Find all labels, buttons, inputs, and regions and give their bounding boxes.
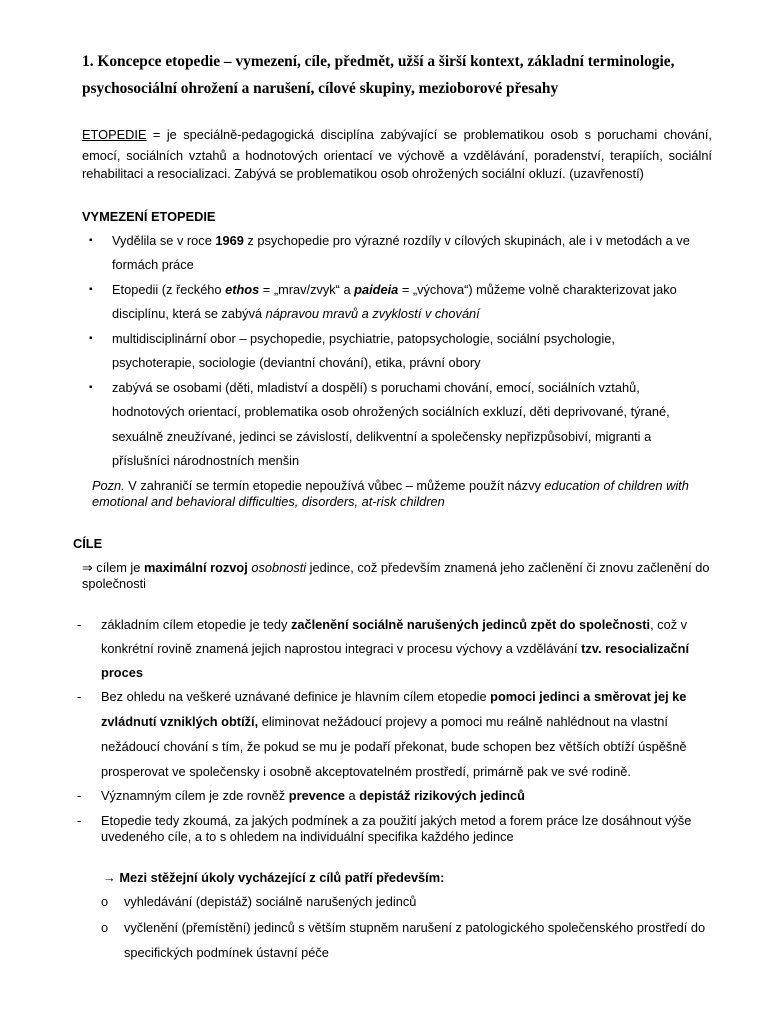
bullet-4-line-3: sexuálně zneužívané, jedinci se závislostí, delikventní a společensky nepřizpůsobiví, migranti a: [112, 429, 652, 444]
dash2-line2-bold: zvládnutí vzniklých obtíží,: [101, 714, 259, 729]
pozn-italic-a: education of children with: [544, 478, 689, 493]
term-etopedie: ETOPEDIE: [82, 127, 147, 142]
intro-line-1-text: = je speciálně-pedagogická disciplína zabývající se problematikou osob s poruchami chování,: [146, 127, 712, 142]
cile-bold-rozvoj: maximální rozvoj: [143, 560, 248, 575]
dash-marker: -: [77, 788, 82, 803]
dash2-line2-text: eliminovat nežádoucí projevy a pomoci mu reálně nahlédnout na vlastní: [258, 714, 668, 729]
bullet-4-line-2: hodnotových orientací, problematika osob ohrožených sociálních exkluzí, děti deprivované, týrané,: [112, 404, 670, 419]
b2-ethos: ethos: [225, 282, 260, 297]
dash-1-line-3: proces: [101, 665, 143, 680]
square-bullet-icon: ▪: [89, 333, 93, 344]
b1-text-a: Vydělila se v roce: [112, 233, 216, 248]
dash1-text-a: základním cílem etopedie je tedy: [101, 617, 291, 632]
dash-1-line-1: [101, 617, 687, 633]
pozn-line-2: emotional and behavioral difficulties, disorders, at-risk children: [92, 494, 445, 509]
b1-year: 1969: [215, 233, 244, 248]
bullet-4-line-4: příslušníci národnostních menšin: [112, 453, 300, 468]
dash2-bold: pomoci jedinci a směrovat jej ke: [490, 689, 687, 704]
cile-arrow-line-1: [82, 560, 709, 576]
dash-marker: -: [77, 689, 82, 704]
b2-line2-text: disciplínu, která se zabývá: [112, 306, 266, 321]
dash-3-line-1: [101, 788, 525, 804]
intro-line-3: rehabilitaci a resocializaci. Zabývá se problematikou osob ohrožených sociální okluzí. (uzavřeností): [82, 166, 644, 181]
square-bullet-icon: ▪: [89, 235, 93, 246]
document-heading: [82, 48, 722, 102]
arrow-right-icon: →: [103, 870, 116, 885]
section-title-vymezeni: VYMEZENÍ ETOPEDIE: [82, 209, 216, 224]
b2-paideia: paideia: [354, 282, 399, 297]
dash-2-line-1: [101, 689, 686, 705]
cile-text-e: jedince, což především znamená jeho začlenění či znovu začlenění do: [306, 560, 710, 575]
ukoly-item-2-line-1: vyčlenění (přemístění) jedinců s větším stupněm narušení z patologického společenského prostředí do: [124, 920, 706, 935]
pozn-line-1: [92, 478, 689, 494]
ukoly-title-text: Mezi stěžejní úkoly vycházející z cílů patří především:: [115, 870, 445, 885]
bullet-1-line-2: formách práce: [112, 257, 194, 272]
dash3-bold-depistaz: depistáž rizikových jedinců: [359, 788, 525, 803]
dash-2-line-4: prosperovat ve společensky i osobně akceptovatelném prostředí, primárně pak ve své rodině.: [101, 764, 631, 779]
dash-marker: -: [77, 813, 82, 828]
dash3-text-a: Významným cílem je zde rovněž: [101, 788, 289, 803]
square-bullet-icon: ▪: [89, 382, 93, 393]
dash3-bold-prevence: prevence: [288, 788, 345, 803]
cile-arrow-line-2: společnosti: [82, 576, 147, 591]
dash-4-line-2: uvedeného cíle, a to s ohledem na individuální specifika každého jedince: [101, 829, 514, 844]
circle-bullet-icon: o: [101, 894, 109, 909]
b2-text-a: Etopedii (z řeckého: [112, 282, 226, 297]
b2-text-c: = „mrav/zvyk“ a: [259, 282, 355, 297]
square-bullet-icon: ▪: [89, 284, 93, 295]
ukoly-title: [103, 870, 444, 886]
ukoly-item-2-line-2: specifických podmínek ústavní péče: [124, 945, 329, 960]
dash-4-line-1: Etopedie tedy zkoumá, za jakých podmínek a za použití jakých metod a forem práce lze dosáhnout výše: [101, 813, 692, 828]
bullet-1-line-1: [112, 233, 690, 249]
pozn-label: Pozn.: [92, 478, 125, 493]
bullet-4-line-1: zabývá se osobami (děti, mladiství a dospělí) s poruchami chování, emocí, sociálních vztahů,: [112, 380, 640, 395]
dash1-bold: začlenění sociálně narušených jedinců zpět do společnosti: [290, 617, 651, 632]
dash1-line2-bold: tzv. resocializační: [581, 641, 690, 656]
bullet-3-line-2: psychoterapie, sociologie (deviantní chování), etika, právní obory: [112, 355, 481, 370]
heading-line-1: 1. Koncepce etopedie – vymezení, cíle, předmět, užší a širší kontext, základní terminologie,: [82, 53, 675, 70]
dash-1-line-2: [101, 641, 689, 657]
cile-text-a: cílem je: [92, 560, 144, 575]
ukoly-item-1: vyhledávání (depistáž) sociálně narušených jedinců: [124, 894, 417, 909]
pozn-text: V zahraničí se termín etopedie nepoužívá vůbec – můžeme použít názvy: [124, 478, 545, 493]
dash-marker: -: [77, 617, 82, 632]
heading-line-2: psychosociální ohrožení a narušení, cílové skupiny, mezioborové přesahy: [82, 80, 559, 97]
section-title-cile: CÍLE: [73, 536, 103, 551]
dash3-text-c: a: [344, 788, 360, 803]
b2-text-e: = „výchova“) můžeme volně charakterizovat jako: [398, 282, 677, 297]
bullet-2-line-1: [112, 282, 677, 298]
circle-bullet-icon: o: [101, 920, 109, 935]
b1-text-c: z psychopedie pro výrazné rozdíly v cílových skupinách, ale i v metodách a ve: [243, 233, 690, 248]
cile-italic-osobnosti: osobnosti: [251, 560, 307, 575]
double-arrow-right-icon: ⇒: [82, 560, 93, 575]
b2-line2-italic: nápravou mravů a zvyklostí v chování: [265, 306, 480, 321]
bullet-2-line-2: [112, 306, 480, 322]
dash2-text-a: Bez ohledu na veškeré uznávané definice je hlavním cílem etopedie: [101, 689, 491, 704]
dash1-text-c: , což v: [650, 617, 688, 632]
bullet-3-line-1: multidisciplinární obor – psychopedie, psychiatrie, patopsychologie, sociální psychologie,: [112, 331, 615, 346]
dash-2-line-2: [101, 714, 668, 730]
dash-2-line-3: nežádoucí chování s tím, že pokud se mu je podaří překonat, bude schopen bez větších obtíží úspěšně: [101, 739, 687, 754]
intro-line-1: [82, 127, 712, 143]
intro-line-2: emocí, sociálních vztahů a hodnotových orientací ve výchově a vzdělávání, poradenství, terapiích, sociální: [82, 148, 712, 163]
dash1-line2-text: konkrétní rovině znamená jejich naprostou integraci v procesu výchovy a vzdělávání: [101, 641, 582, 656]
